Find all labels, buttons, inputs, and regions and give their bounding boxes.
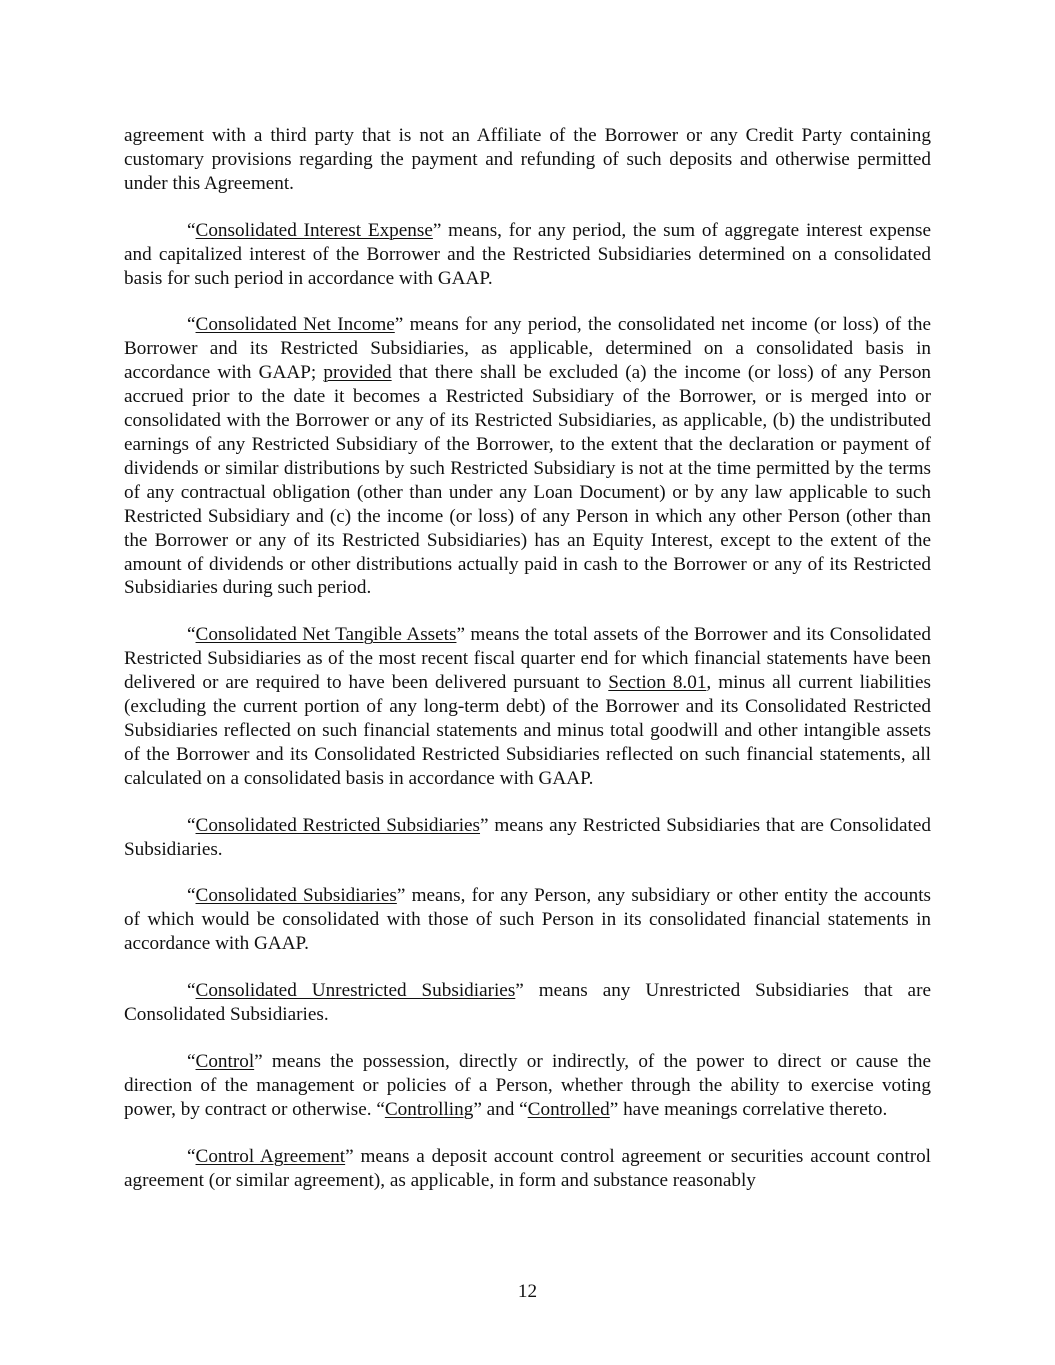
text-run: , minus all current liabilities (excluding the current portion of any long-term debt) of the Borrower and its Consolidated Restricted Subsidiaries reflected on such financial statements and minus total goodwill and other intangible assets of the Borrower and its Consolidated Restricted Subsidiaries reflected on such financial statements, all calculated on a consolidated basis in accordance with GAAP. (124, 672, 931, 789)
text-run: “ (187, 885, 196, 907)
defined-term: Control (195, 1051, 255, 1072)
text-run: ” means the possession, directly or indirectly, of the power to direct or cause the direction of the management or policies of a Person, whether through the ability to exercise voting power, by contract or otherwise. “ (124, 1051, 931, 1120)
definition-consolidated-restricted-subsidiaries (124, 814, 931, 862)
definition-consolidated-interest-expense (124, 219, 931, 291)
defined-term: Consolidated Subsidiaries (195, 885, 397, 907)
text-run: “ (187, 1145, 196, 1167)
defined-term: provided (323, 362, 392, 384)
text-run: “ (187, 314, 196, 336)
text-run: that there shall be excluded (a) the income (or loss) of any Person accrued prior to the date it becomes a Restricted Subsidiary of the Borrower, or is merged into or consolidated with the Borrower or any of its Restricted Subsidiaries, as applicable, (b) the undistributed earnings of any Restricted Subsidiary of the Borrower, to the extent that the declaration or payment of dividends or similar distributions by such Restricted Subsidiary is not at the time permitted by the terms of any contractual obligation (other than under any Loan Document) or by any law applicable to such Restricted Subsidiary and (c) the income (or loss) of any Person in which any other Person (other than the Borrower or any of its Restricted Subsidiaries) has an Equity Interest, except to the extent of the amount of dividends or other distributions actually paid in cash to the Borrower or any of its Restricted Subsidiaries during such period. (124, 362, 932, 599)
text-run: ” and “ (473, 1098, 528, 1120)
defined-term: Controlled (527, 1098, 610, 1120)
definition-control (124, 1050, 931, 1122)
defined-term: Control Agreement (195, 1145, 346, 1167)
text-run: ” means any Restricted Subsidiaries that are Consolidated Subsidiaries. (124, 814, 931, 860)
text-run: ” have meanings correlative thereto. (609, 1098, 888, 1120)
text-run: “ (187, 980, 196, 1002)
text-run: ” means a deposit account control agreement or securities account control agreement (or similar agreement), as applicable, in form and substance reasonably (124, 1145, 932, 1191)
definition-consolidated-net-income (124, 313, 931, 600)
text-run: “ (187, 624, 196, 646)
text-run: ” means, for any Person, any subsidiary or other entity the accounts of which would be consolidated with those of such Person in its consolidated financial statements in accordance with GAAP. (124, 885, 931, 955)
text-run: “ (187, 219, 196, 241)
continuation-paragraph (124, 124, 931, 196)
defined-term: Section 8.01 (608, 672, 707, 694)
definition-consolidated-unrestricted-subsidiaries (124, 979, 931, 1027)
page-number: 12 (517, 1281, 538, 1302)
text-run: ” means any Unrestricted Subsidiaries that are Consolidated Subsidiaries. (124, 980, 931, 1026)
definition-consolidated-net-tangible-assets (124, 623, 931, 790)
defined-term: Consolidated Net Tangible Assets (195, 624, 457, 646)
definition-consolidated-subsidiaries (124, 884, 931, 956)
defined-term: Consolidated Net Income (195, 314, 395, 336)
defined-term: Consolidated Interest Expense (195, 219, 433, 241)
text-run: “ (187, 814, 196, 836)
text-run: agreement with a third party that is not an Affiliate of the Borrower or any Credit Party containing customary provisions regarding the payment and refunding of such deposits and otherwise permitted under this Agreement. (124, 125, 931, 194)
defined-term: Consolidated Unrestricted Subsidiaries (195, 980, 516, 1002)
text-run: ” means the total assets of the Borrower and its Consolidated Restricted Subsidiaries as of the most recent fiscal quarter end for which financial statements have been delivered or are required to have been delivered pursuant to (124, 624, 931, 694)
document-page (124, 124, 931, 1216)
text-run: “ (187, 1051, 196, 1072)
definition-control-agreement (124, 1145, 931, 1193)
defined-term: Consolidated Restricted Subsidiaries (195, 814, 481, 836)
defined-term: Controlling (384, 1098, 474, 1120)
text-run: ” means for any period, the consolidated net income (or loss) of the Borrower and its Restricted Subsidiaries, as applicable, determined on a consolidated basis in accordance with GAAP; (124, 314, 931, 384)
text-run: ” means, for any period, the sum of aggregate interest expense and capitalized interest of the Borrower and the Restricted Subsidiaries determined on a consolidated basis for such period in accordance with GAAP. (124, 219, 931, 289)
